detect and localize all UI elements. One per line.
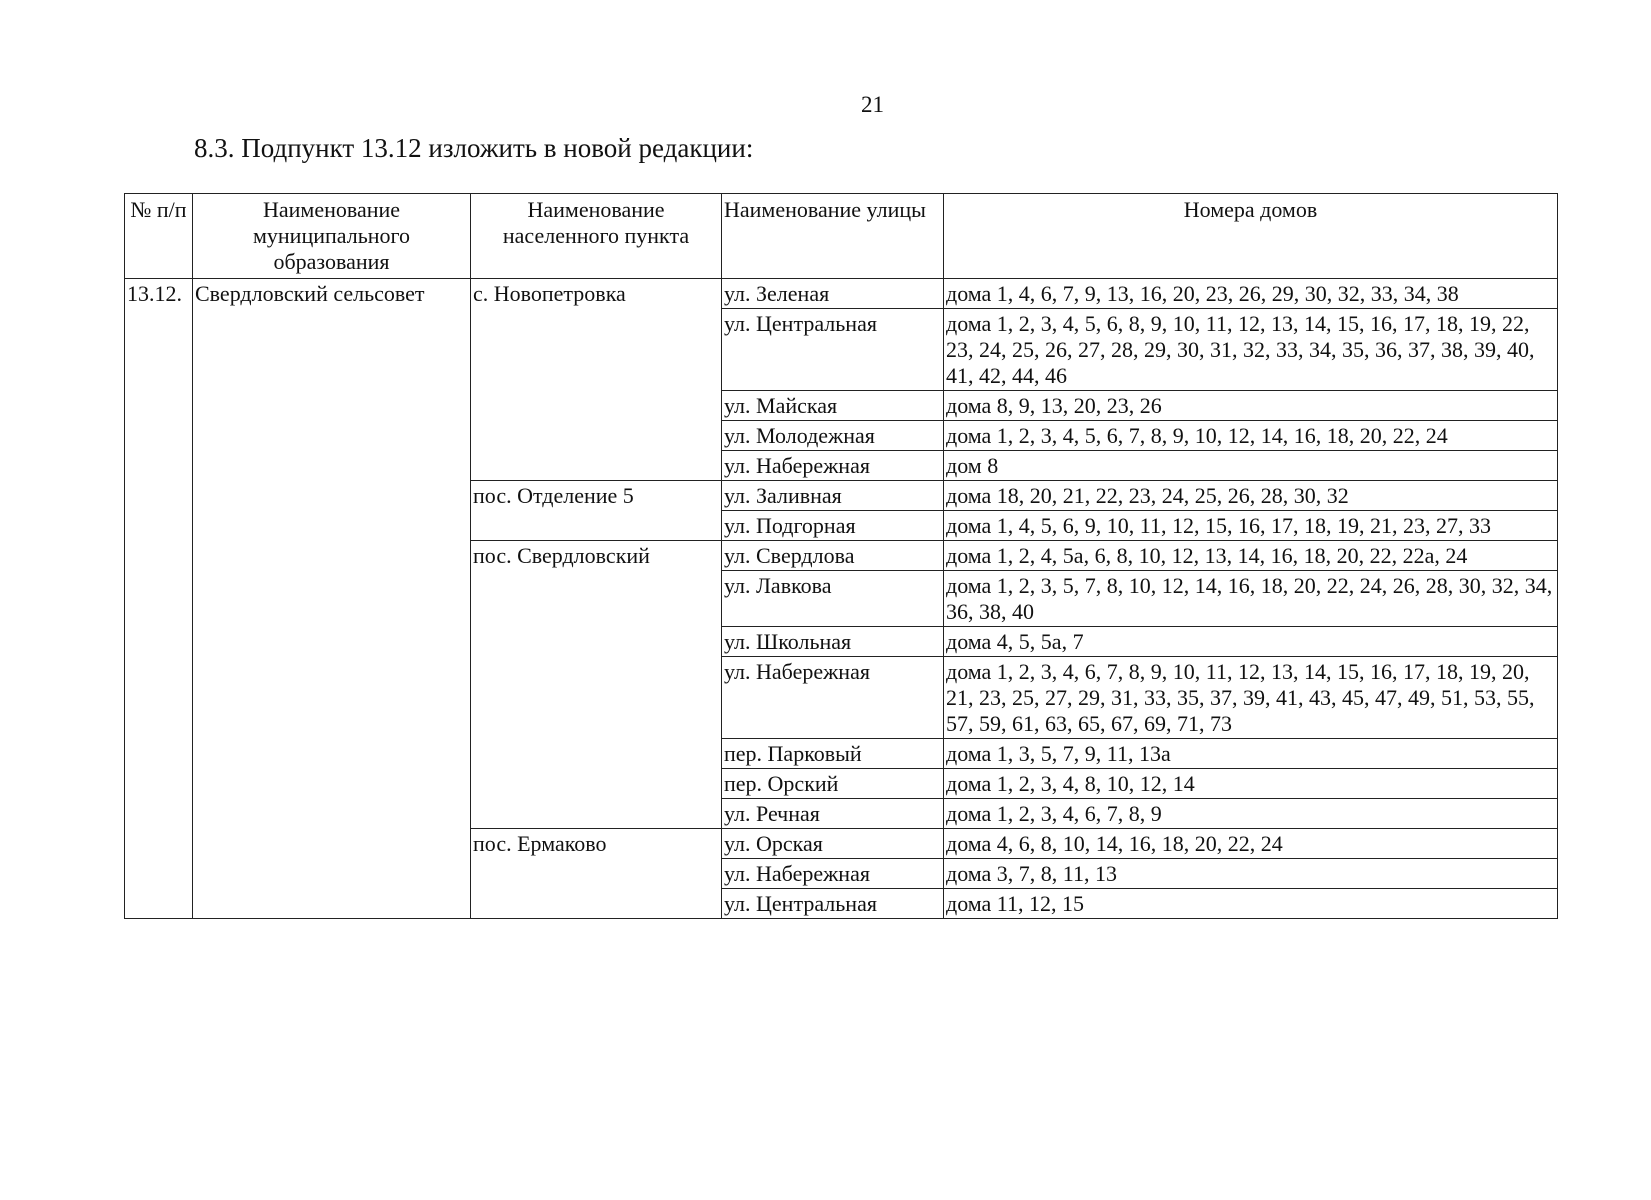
street-cell: ул. Лавкова (722, 571, 944, 627)
settlement-cell: пос. Ермаково (471, 829, 722, 919)
page-number: 21 (861, 92, 884, 117)
table-body (125, 279, 1558, 919)
houses-cell: дома 1, 2, 3, 4, 5, 6, 8, 9, 10, 11, 12, 13, 14, 15, 16, 17, 18, 19, 22, 23, 24, 25, 26, 27, 28, 29, 30, 31, 32, 33, 34, 35, 36, 37, 38, 39, 40, 41, 42, 44, 46 (944, 309, 1558, 391)
table-row (125, 279, 1558, 309)
settlement-cell: пос. Отделение 5 (471, 481, 722, 541)
street-cell: ул. Свердлова (722, 541, 944, 571)
street-cell: пер. Орский (722, 769, 944, 799)
street-cell: ул. Подгорная (722, 511, 944, 541)
street-cell: пер. Парковый (722, 739, 944, 769)
houses-cell: дома 1, 4, 6, 7, 9, 13, 16, 20, 23, 26, 29, 30, 32, 33, 34, 38 (944, 279, 1558, 309)
street-cell: ул. Заливная (722, 481, 944, 511)
houses-cell: дома 1, 2, 3, 5, 7, 8, 10, 12, 14, 16, 18, 20, 22, 24, 26, 28, 30, 32, 34, 36, 38, 40 (944, 571, 1558, 627)
street-cell: ул. Набережная (722, 657, 944, 739)
table-header-row (125, 194, 1558, 279)
street-cell: ул. Центральная (722, 309, 944, 391)
intro-paragraph: 8.3. Подпункт 13.12 изложить в новой редакции: (194, 133, 754, 163)
houses-cell: дома 1, 2, 3, 4, 6, 7, 8, 9 (944, 799, 1558, 829)
address-table (124, 193, 1558, 919)
houses-cell: дома 1, 3, 5, 7, 9, 11, 13а (944, 739, 1558, 769)
street-cell: ул. Речная (722, 799, 944, 829)
street-cell: ул. Набережная (722, 451, 944, 481)
header-street: Наименование улицы (722, 194, 944, 279)
street-cell: ул. Молодежная (722, 421, 944, 451)
houses-cell: дома 4, 6, 8, 10, 14, 16, 18, 20, 22, 24 (944, 829, 1558, 859)
street-cell: ул. Школьная (722, 627, 944, 657)
houses-cell: дома 11, 12, 15 (944, 889, 1558, 919)
header-settlement: Наименование населенного пункта (471, 194, 722, 279)
street-cell: ул. Майская (722, 391, 944, 421)
houses-cell: дома 1, 2, 3, 4, 6, 7, 8, 9, 10, 11, 12, 13, 14, 15, 16, 17, 18, 19, 20, 21, 23, 25, 27, 29, 31, 33, 35, 37, 39, 41, 43, 45, 47, 49, 51, 53, 55, 57, 59, 61, 63, 65, 67, 69, 71, 73 (944, 657, 1558, 739)
row-number-cell: 13.12. (125, 279, 193, 919)
municipality-cell: Свердловский сельсовет (193, 279, 471, 919)
header-municipality: Наименование муниципального образования (193, 194, 471, 279)
street-cell: ул. Центральная (722, 889, 944, 919)
houses-cell: дома 18, 20, 21, 22, 23, 24, 25, 26, 28, 30, 32 (944, 481, 1558, 511)
houses-cell: дом 8 (944, 451, 1558, 481)
street-cell: ул. Зеленая (722, 279, 944, 309)
houses-cell: дома 1, 2, 4, 5а, 6, 8, 10, 12, 13, 14, 16, 18, 20, 22, 22а, 24 (944, 541, 1558, 571)
street-cell: ул. Орская (722, 829, 944, 859)
houses-cell: дома 1, 4, 5, 6, 9, 10, 11, 12, 15, 16, 17, 18, 19, 21, 23, 27, 33 (944, 511, 1558, 541)
settlement-cell: с. Новопетровка (471, 279, 722, 481)
houses-cell: дома 4, 5, 5а, 7 (944, 627, 1558, 657)
header-houses: Номера домов (944, 194, 1558, 279)
houses-cell: дома 1, 2, 3, 4, 5, 6, 7, 8, 9, 10, 12, 14, 16, 18, 20, 22, 24 (944, 421, 1558, 451)
houses-cell: дома 8, 9, 13, 20, 23, 26 (944, 391, 1558, 421)
header-num: № п/п (125, 194, 193, 279)
houses-cell: дома 1, 2, 3, 4, 8, 10, 12, 14 (944, 769, 1558, 799)
street-cell: ул. Набережная (722, 859, 944, 889)
settlement-cell: пос. Свердловский (471, 541, 722, 829)
houses-cell: дома 3, 7, 8, 11, 13 (944, 859, 1558, 889)
